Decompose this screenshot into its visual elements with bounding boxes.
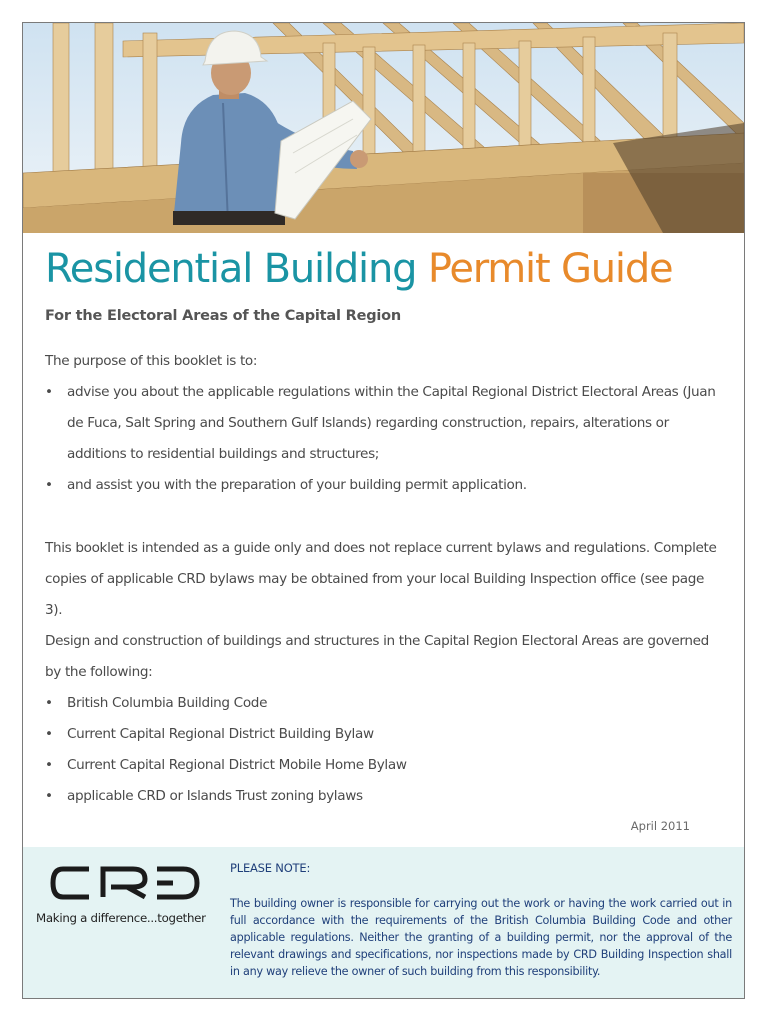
page-subtitle: For the Electoral Areas of the Capital Region (45, 308, 402, 324)
bullet-icon: • (45, 384, 53, 400)
bullet-icon: • (45, 757, 53, 773)
bullet-icon: • (45, 695, 53, 711)
list-item: • Current Capital Regional District Building Bylaw (45, 719, 725, 750)
title-secondary: Permit Guide (427, 246, 673, 292)
list-item: • Current Capital Regional District Mobile Home Bylaw (45, 750, 725, 781)
list-item: • advise you about the applicable regulations within the Capital Regional District Electoral Areas (Juan de Fuca, Salt Spring and Southern Gulf Islands) regarding construction, repairs, alterations or additions to residential buildings and structures; (45, 377, 725, 470)
list-item: • applicable CRD or Islands Trust zoning bylaws (45, 781, 725, 812)
crd-tagline: Making a difference...together (36, 911, 206, 925)
note-body: The building owner is responsible for carrying out the work or having the work carried out in full accordance with the requirements of the British Columbia Building Code and other applicable regulations. Neither the granting of a building permit, nor the approval of the relevant drawings and specifications, nor inspections made by CRD Building Inspection shall in any way relieve the owner of such building from this responsibility. (230, 897, 732, 978)
list-item: • and assist you with the preparation of your building permit application. (45, 470, 725, 501)
bullet-icon: • (45, 477, 53, 493)
crd-logo (49, 863, 201, 903)
footer-note-panel (23, 847, 744, 999)
note-heading: PLEASE NOTE: (230, 861, 311, 875)
publication-date: April 2011 (630, 819, 690, 833)
page-title (45, 240, 672, 298)
regulations-list (45, 688, 725, 812)
title-primary: Residential Building (45, 246, 417, 292)
purpose-list (45, 377, 725, 501)
governed-intro: Design and construction of buildings and structures in the Capital Region Electoral Areas are governed by the following: (45, 633, 709, 680)
bullet-icon: • (45, 788, 53, 804)
hero-photo (23, 23, 744, 233)
document-page (22, 22, 745, 999)
guide-disclaimer: This booklet is intended as a guide only and does not replace current bylaws and regulations. Complete copies of applicable CRD bylaws may be obtained from your local Building Inspection office (see page 3). (45, 540, 717, 618)
list-item: • British Columbia Building Code (45, 688, 725, 719)
purpose-intro: The purpose of this booklet is to: (45, 353, 258, 369)
bullet-icon: • (45, 726, 53, 742)
